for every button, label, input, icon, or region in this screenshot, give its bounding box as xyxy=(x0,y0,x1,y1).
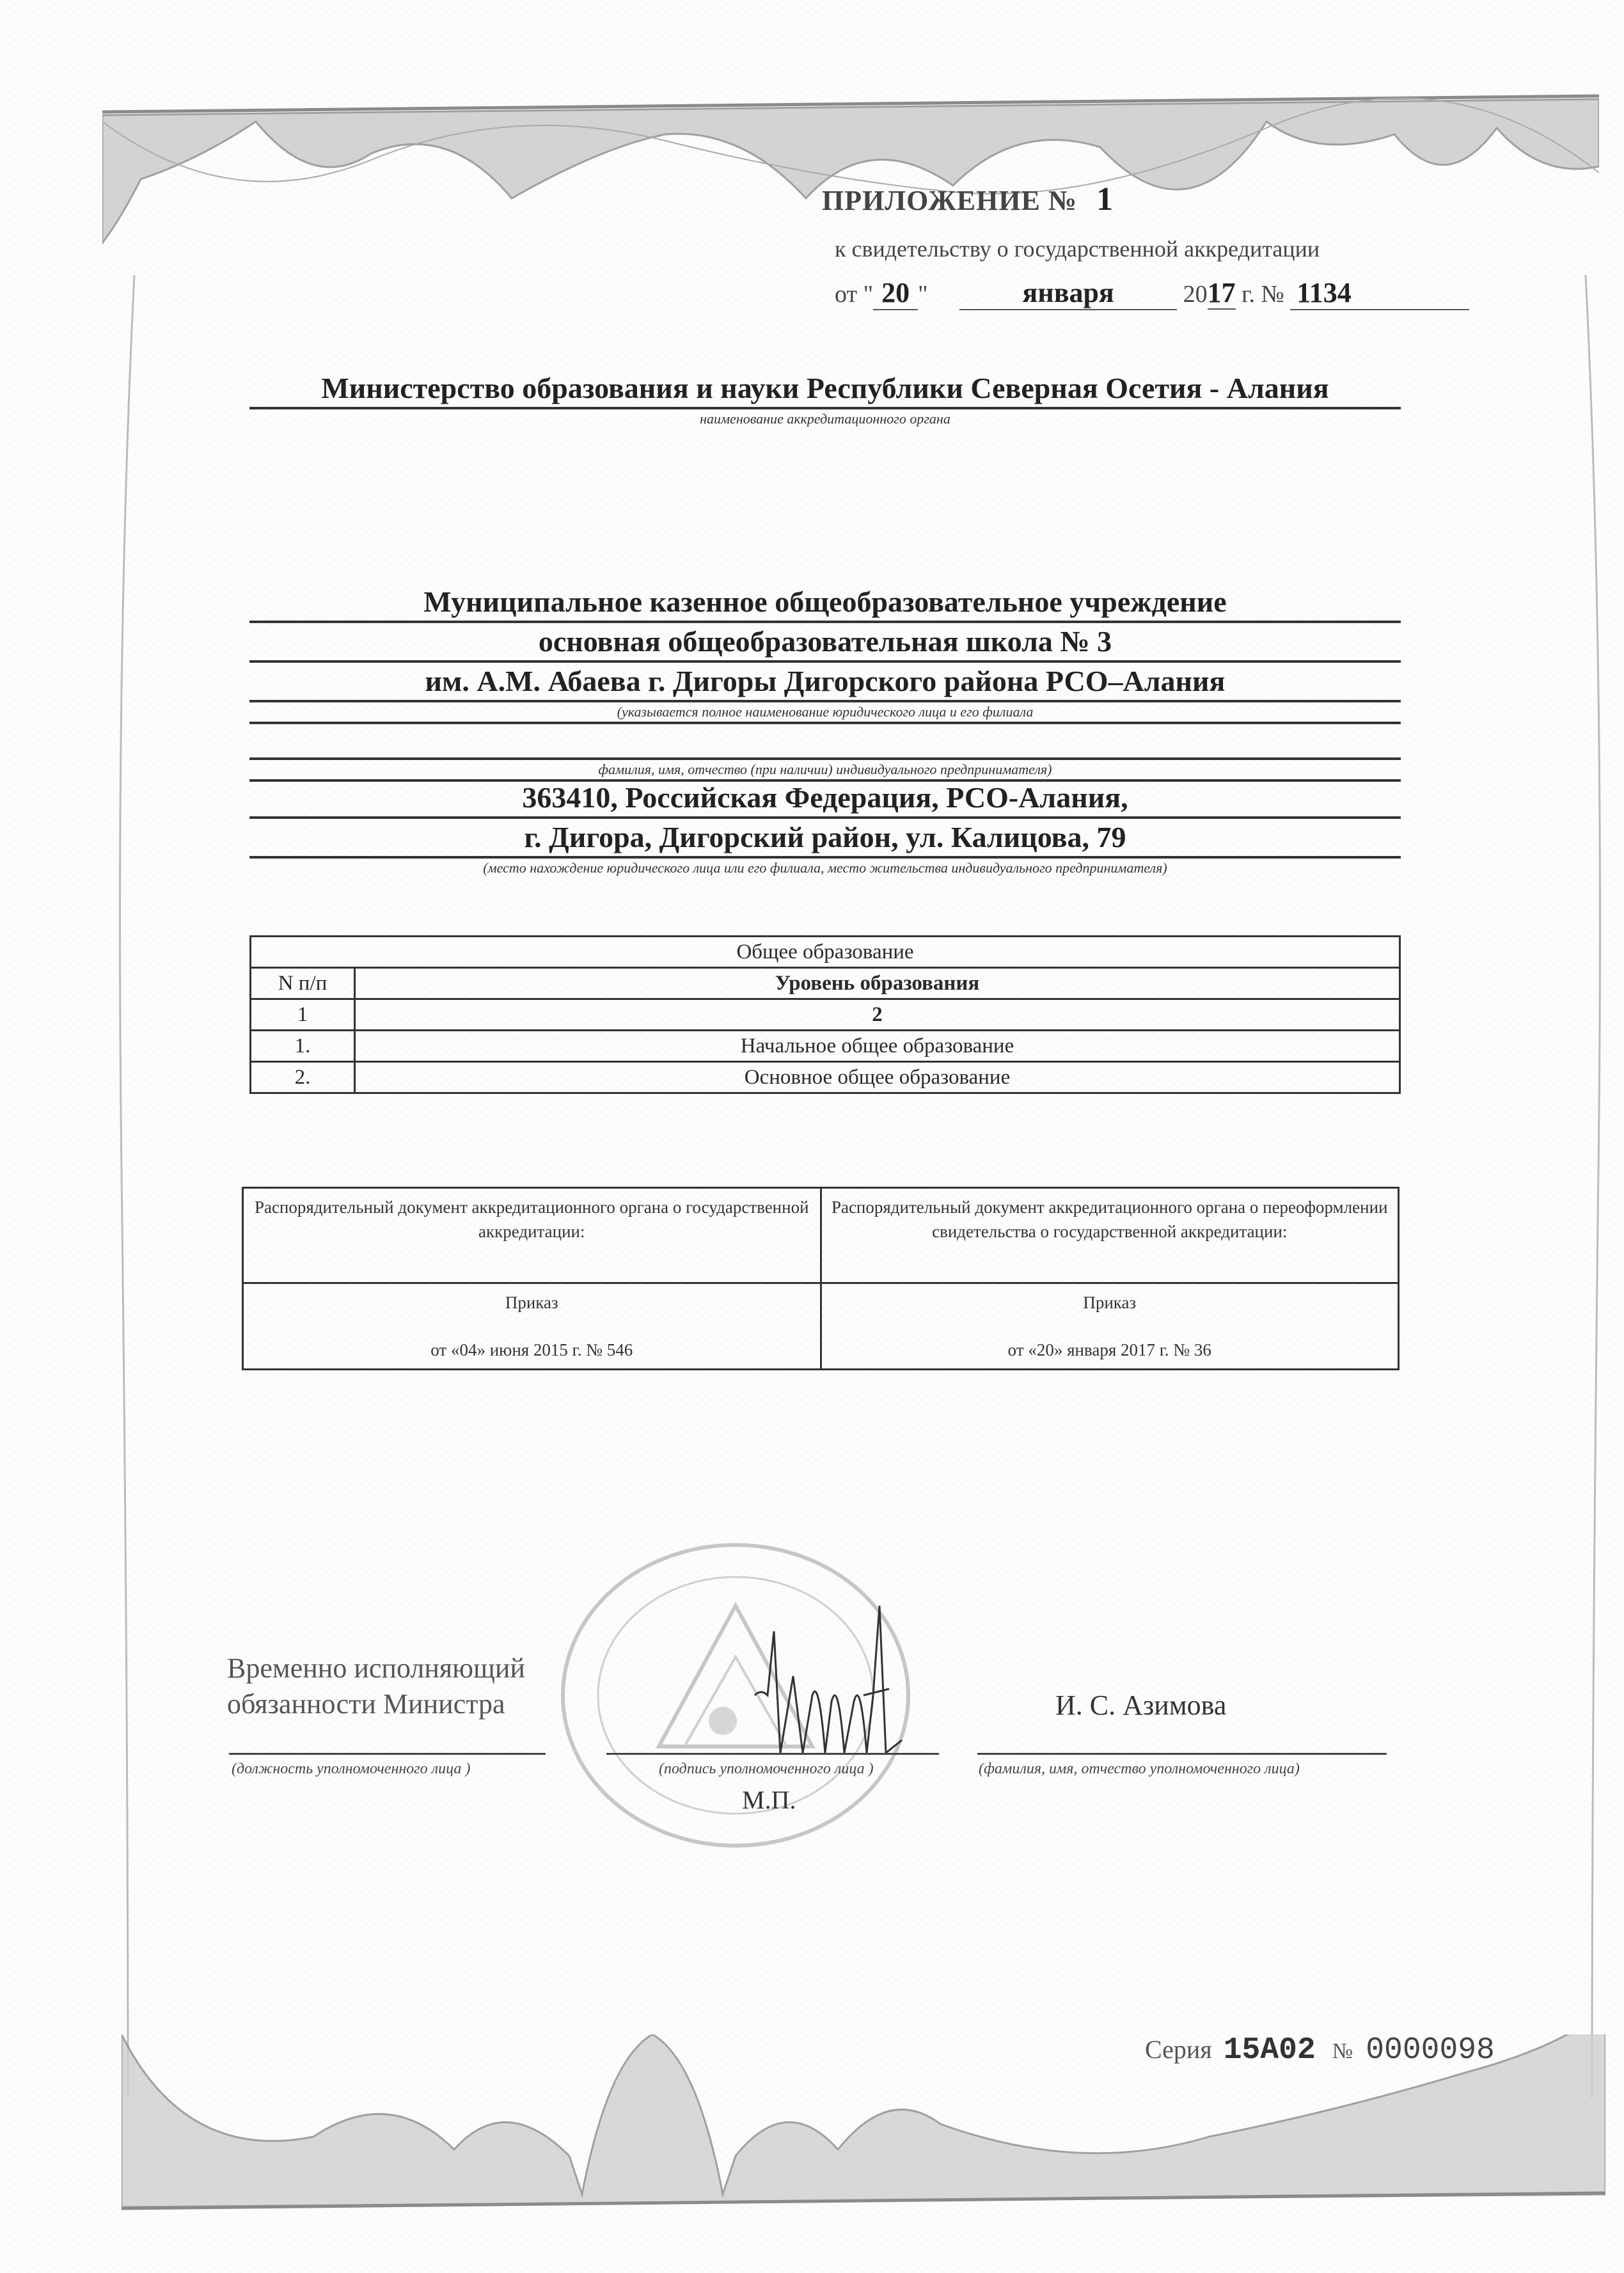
index-cell-2: 2 xyxy=(355,999,1400,1031)
guilloche-bottom-ornament-icon xyxy=(122,2034,1605,2226)
organization-line-3: им. А.М. Абаева г. Дигоры Дигорского района РСО–Алания xyxy=(249,663,1401,702)
accreditation-body-hint: наименование аккредитационного органа xyxy=(700,411,950,427)
series-label: Серия xyxy=(1145,2035,1212,2064)
series-number-sign: № xyxy=(1332,2039,1353,2063)
signatory-position-line-2: обязанности Министра xyxy=(227,1688,505,1720)
signatory-position-line-1: Временно исполняющий xyxy=(227,1652,525,1684)
row-number: 1. xyxy=(251,1031,355,1062)
position-underline xyxy=(229,1753,546,1755)
entrepreneur-hint: фамилия, имя, отчество (при наличии) индивидуального предпринимателя) xyxy=(249,760,1401,782)
row-level: Начальное общее образование xyxy=(355,1031,1400,1062)
table-title: Общее образование xyxy=(251,937,1400,968)
right-order-type: Приказ xyxy=(1083,1293,1137,1312)
left-order-cell xyxy=(243,1283,821,1370)
table-header-row xyxy=(251,968,1400,999)
date-month: января xyxy=(959,276,1177,310)
date-year-suffix: 17 xyxy=(1207,277,1236,308)
accreditation-body-name: Министерство образования и науки Республики Северная Осетия - Алания xyxy=(249,370,1401,409)
organization-hint: (указывается полное наименование юридического лица и его филиала xyxy=(249,702,1401,724)
position-hint: (должность уполномоченного лица ) xyxy=(232,1761,471,1777)
name-hint: (фамилия, имя, отчество уполномоченного лица) xyxy=(979,1761,1300,1777)
table-row xyxy=(251,1031,1400,1062)
date-year-prefix: 20 xyxy=(1183,281,1208,308)
address-block xyxy=(249,779,1401,878)
name-underline xyxy=(977,1753,1387,1755)
address-hint: (место нахождение юридического лица или его филиала, место жительства индивидуального предпринимателя) xyxy=(483,860,1167,876)
accreditation-body xyxy=(249,370,1401,429)
series-code: 15А02 xyxy=(1223,2033,1316,2068)
right-border-ornament-icon xyxy=(1573,275,1611,2098)
signature-underline xyxy=(606,1753,939,1755)
row-level: Основное общее образование xyxy=(355,1062,1400,1093)
entrepreneur-value xyxy=(249,724,1401,760)
index-cell-1: 1 xyxy=(251,999,355,1031)
signature-hint: (подпись уполномоченного лица ) xyxy=(659,1761,874,1777)
orders-body-row xyxy=(243,1283,1399,1370)
stamp-place-label: М.П. xyxy=(742,1786,796,1814)
organization-line-1: Муниципальное казенное общеобразовательное учреждение xyxy=(249,583,1401,623)
left-order-type: Приказ xyxy=(505,1293,558,1312)
appendix-label: ПРИЛОЖЕНИЕ № xyxy=(822,185,1078,216)
certificate-number: 1134 xyxy=(1290,276,1469,310)
signatory-name: И. С. Азимова xyxy=(1055,1690,1227,1721)
signatory-position xyxy=(227,1651,525,1722)
appendix-title xyxy=(822,180,1114,218)
certificate-reference: к свидетельству о государственной аккредитации xyxy=(835,236,1320,262)
address-line-1: 363410, Российская Федерация, РСО-Алания, xyxy=(249,779,1401,819)
right-order-details: от «20» января 2017 г. № 36 xyxy=(1007,1340,1211,1359)
organization-block xyxy=(249,583,1401,782)
date-day: 20 xyxy=(873,276,918,310)
right-order-cell xyxy=(821,1283,1399,1370)
certificate-date-line xyxy=(835,276,1469,310)
handwritten-signature-icon xyxy=(742,1599,934,1766)
date-year-unit: г. № xyxy=(1242,281,1284,308)
education-levels-table xyxy=(249,935,1401,1094)
address-line-2: г. Дигора, Дигорский район, ул. Калицова, 79 xyxy=(249,819,1401,859)
table-row xyxy=(251,1062,1400,1093)
orders-header-row xyxy=(243,1188,1399,1283)
column-header-number: N п/п xyxy=(251,968,355,999)
left-order-header: Распорядительный документ аккредитационного органа о государственной аккредитации: xyxy=(243,1188,821,1283)
left-order-details: от «04» июня 2015 г. № 546 xyxy=(430,1340,633,1359)
right-order-header: Распорядительный документ аккредитационного органа о переоформлении свидетельства о государственной аккредитации: xyxy=(821,1188,1399,1283)
column-header-level: Уровень образования xyxy=(355,968,1400,999)
table-index-row xyxy=(251,999,1400,1031)
left-border-ornament-icon xyxy=(109,275,147,2098)
date-quote: " xyxy=(918,281,928,308)
orders-table xyxy=(242,1187,1399,1370)
organization-line-2: основная общеобразовательная школа № 3 xyxy=(249,623,1401,663)
row-number: 2. xyxy=(251,1062,355,1093)
series-number: 0000098 xyxy=(1366,2033,1495,2068)
date-prefix: от " xyxy=(835,281,874,308)
table-title-row xyxy=(251,937,1400,968)
appendix-number: 1 xyxy=(1096,181,1114,218)
